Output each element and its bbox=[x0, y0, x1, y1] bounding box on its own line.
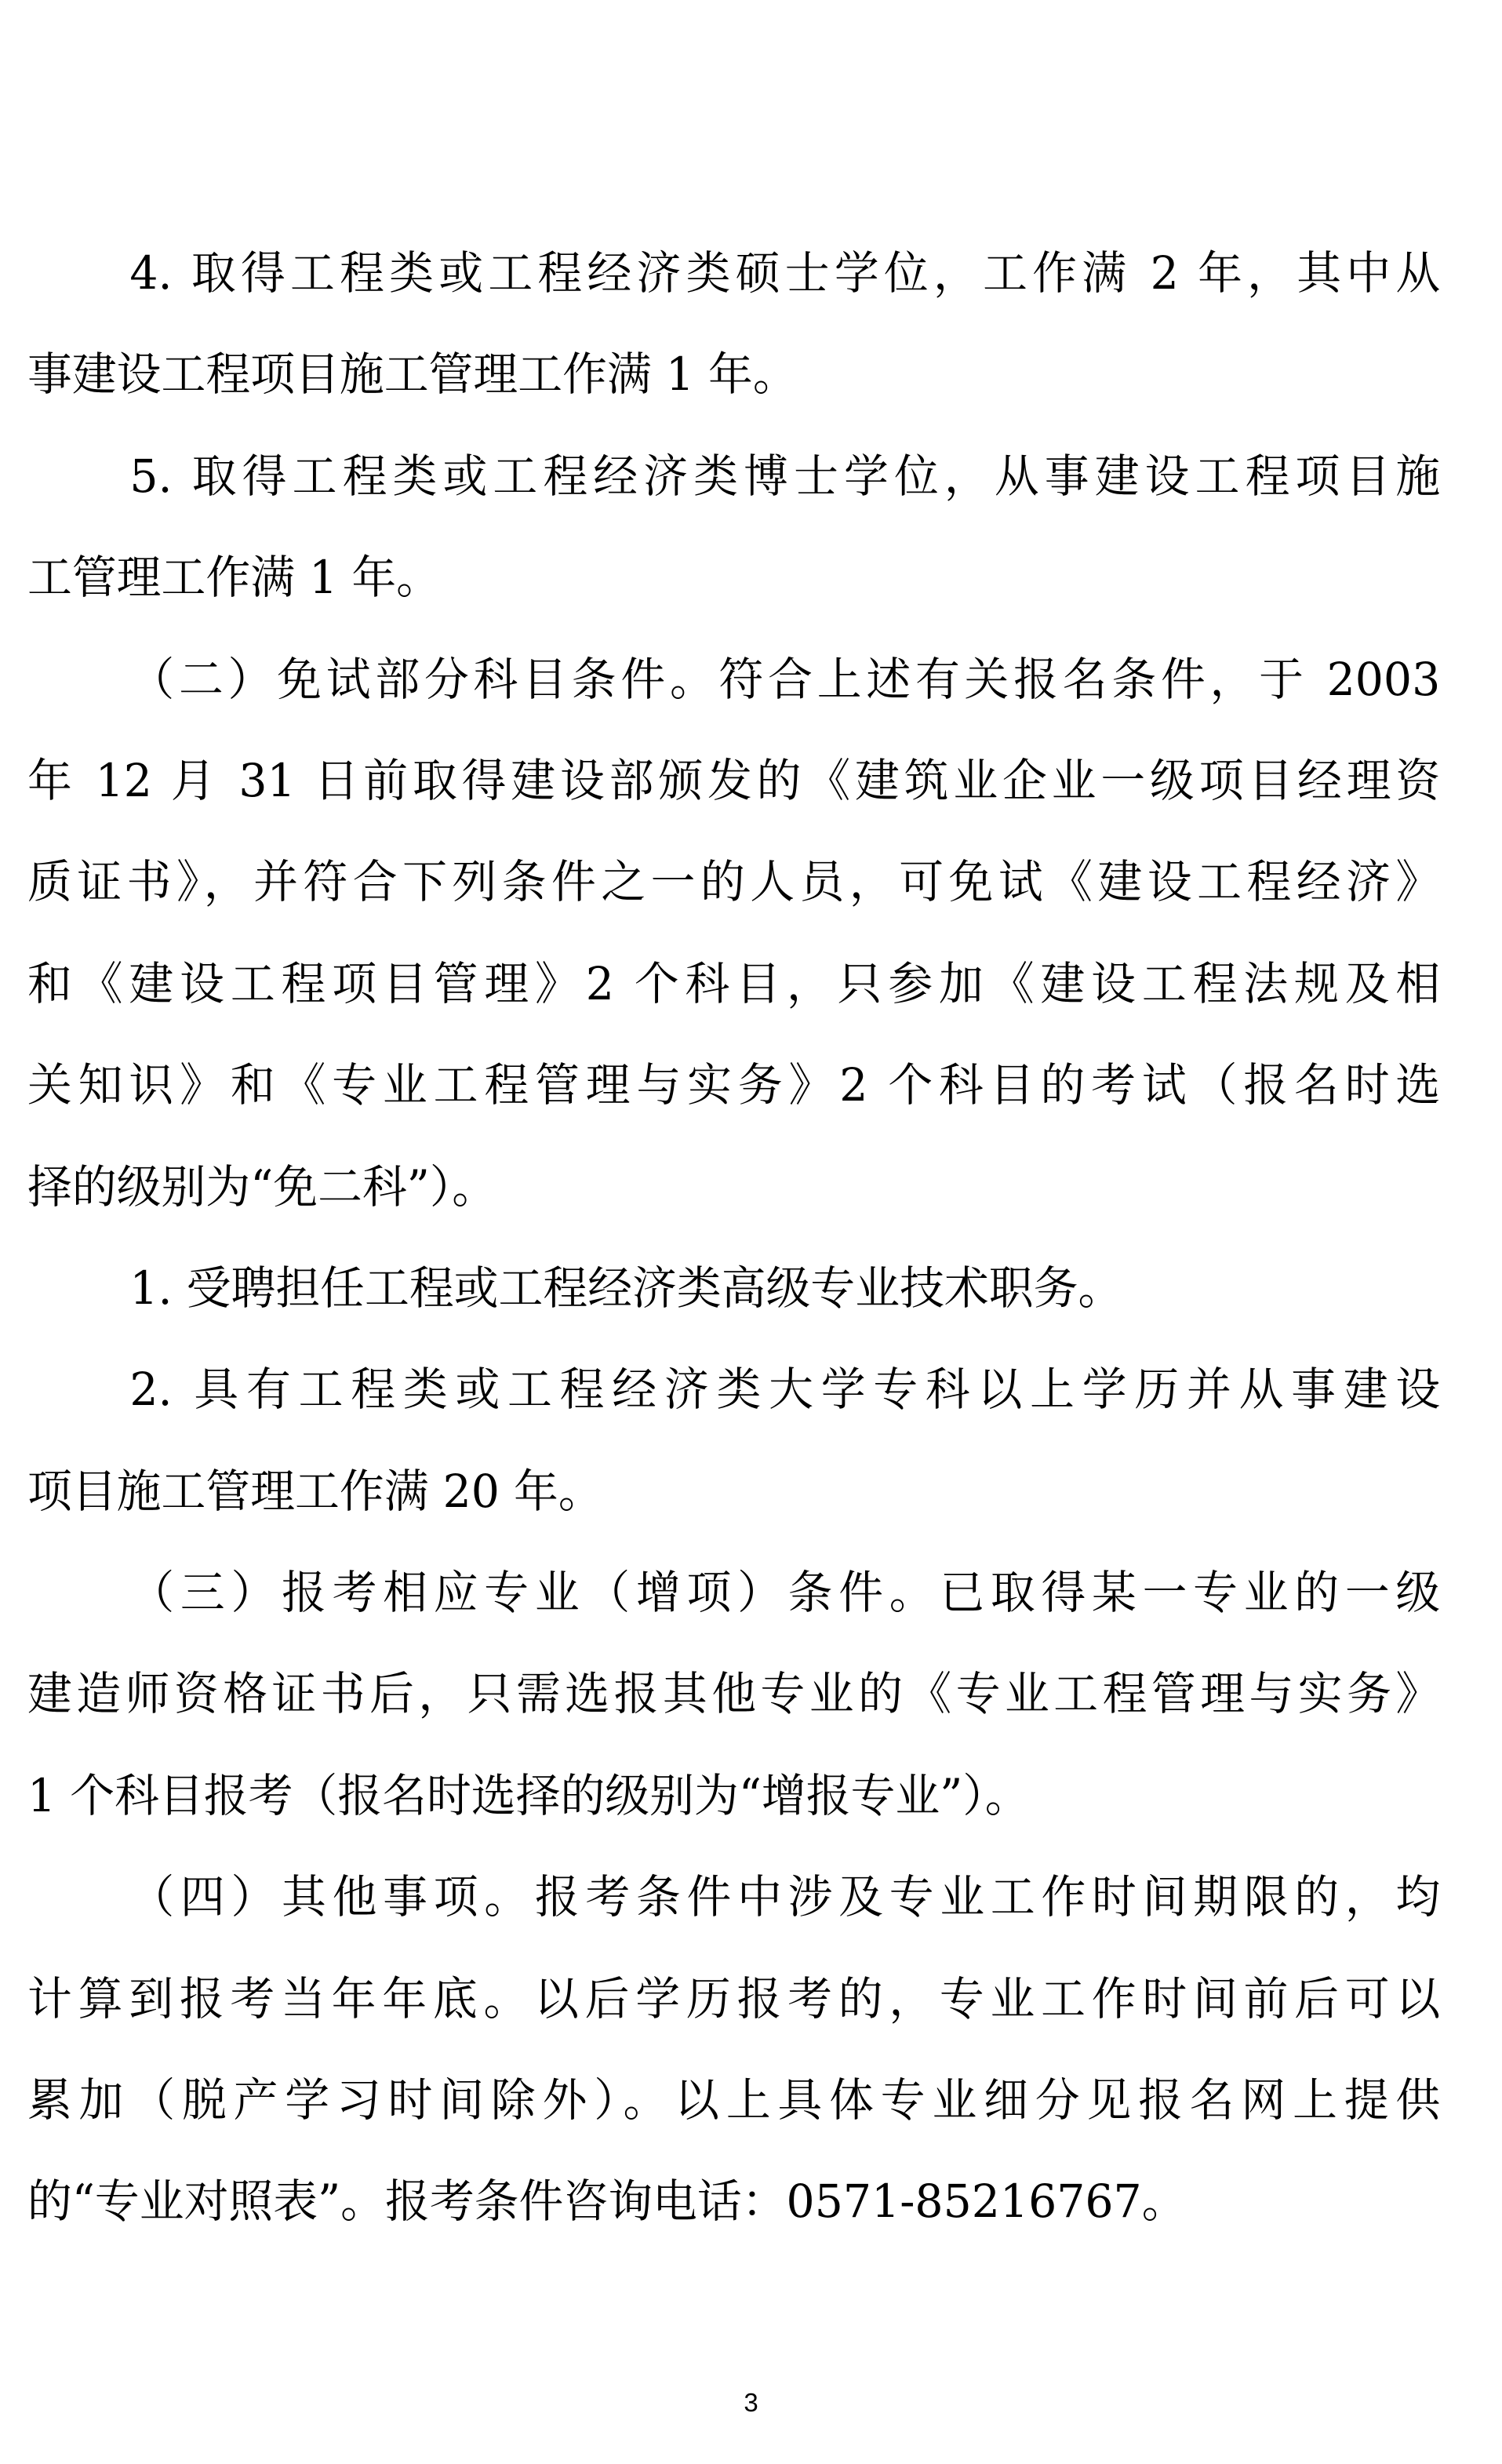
page-number: 3 bbox=[744, 2388, 758, 2417]
text-line: 计算到报考当年年底。以后学历报考的，专业工作时间前后可以 bbox=[27, 1971, 1441, 2025]
section-heading-line: （四）其他事项。报考条件中涉及专业工作时间期限的，均 bbox=[129, 1870, 1441, 1924]
text-line: 4. 取得工程类或工程经济类硕士学位，工作满 2 年，其中从 bbox=[129, 246, 1441, 300]
text-line: 年 12 月 31 日前取得建设部颁发的《建筑业企业一级项目经理资 bbox=[27, 753, 1441, 807]
document-body bbox=[27, 223, 1469, 2253]
paragraph-item-5 bbox=[27, 426, 1469, 629]
text-line: 事建设工程项目施工管理工作满 1 年。 bbox=[27, 348, 798, 402]
section-exemption-conditions bbox=[27, 629, 1469, 1238]
text-line: 1 个科目报考（报名时选择的级别为“增报专业”）。 bbox=[27, 1768, 1030, 1822]
text-line: 的“专业对照表”。报考条件咨询电话：0571-85216767。 bbox=[27, 2175, 1187, 2229]
section-heading-line: （二）免试部分科目条件。符合上述有关报名条件，于 2003 bbox=[129, 652, 1441, 706]
text-line: 工管理工作满 1 年。 bbox=[27, 551, 442, 605]
section-additional-specialty bbox=[27, 1542, 1469, 1847]
text-line: 关知识》和《专业工程管理与实务》2 个科目的考试（报名时选 bbox=[27, 1058, 1441, 1112]
paragraph-exemption-item-1 bbox=[27, 1238, 1469, 1339]
text-line: 质证书》，并符合下列条件之一的人员，可免试《建设工程经济》 bbox=[27, 855, 1441, 909]
text-line: 1. 受聘担任工程或工程经济类高级专业技术职务。 bbox=[129, 1261, 1123, 1315]
text-line: 建造师资格证书后，只需选报其他专业的《专业工程管理与实务》 bbox=[27, 1667, 1441, 1721]
text-line: 择的级别为“免二科”）。 bbox=[27, 1159, 497, 1214]
paragraph-item-4 bbox=[27, 223, 1469, 426]
paragraph-exemption-item-2 bbox=[27, 1339, 1469, 1542]
text-line: 项目施工管理工作满 20 年。 bbox=[27, 1464, 603, 1518]
text-line: 5. 取得工程类或工程经济类博士学位，从事建设工程项目施 bbox=[129, 449, 1441, 503]
section-other-matters bbox=[27, 1847, 1469, 2253]
section-heading-line: （三）报考相应专业（增项）条件。已取得某一专业的一级 bbox=[129, 1566, 1441, 1620]
text-line: 和《建设工程项目管理》2 个科目，只参加《建设工程法规及相 bbox=[27, 956, 1441, 1010]
text-line: 2. 具有工程类或工程经济类大学专科以上学历并从事建设 bbox=[129, 1363, 1441, 1417]
text-line: 累加（脱产学习时间除外）。以上具体专业细分见报名网上提供 bbox=[27, 2073, 1441, 2127]
